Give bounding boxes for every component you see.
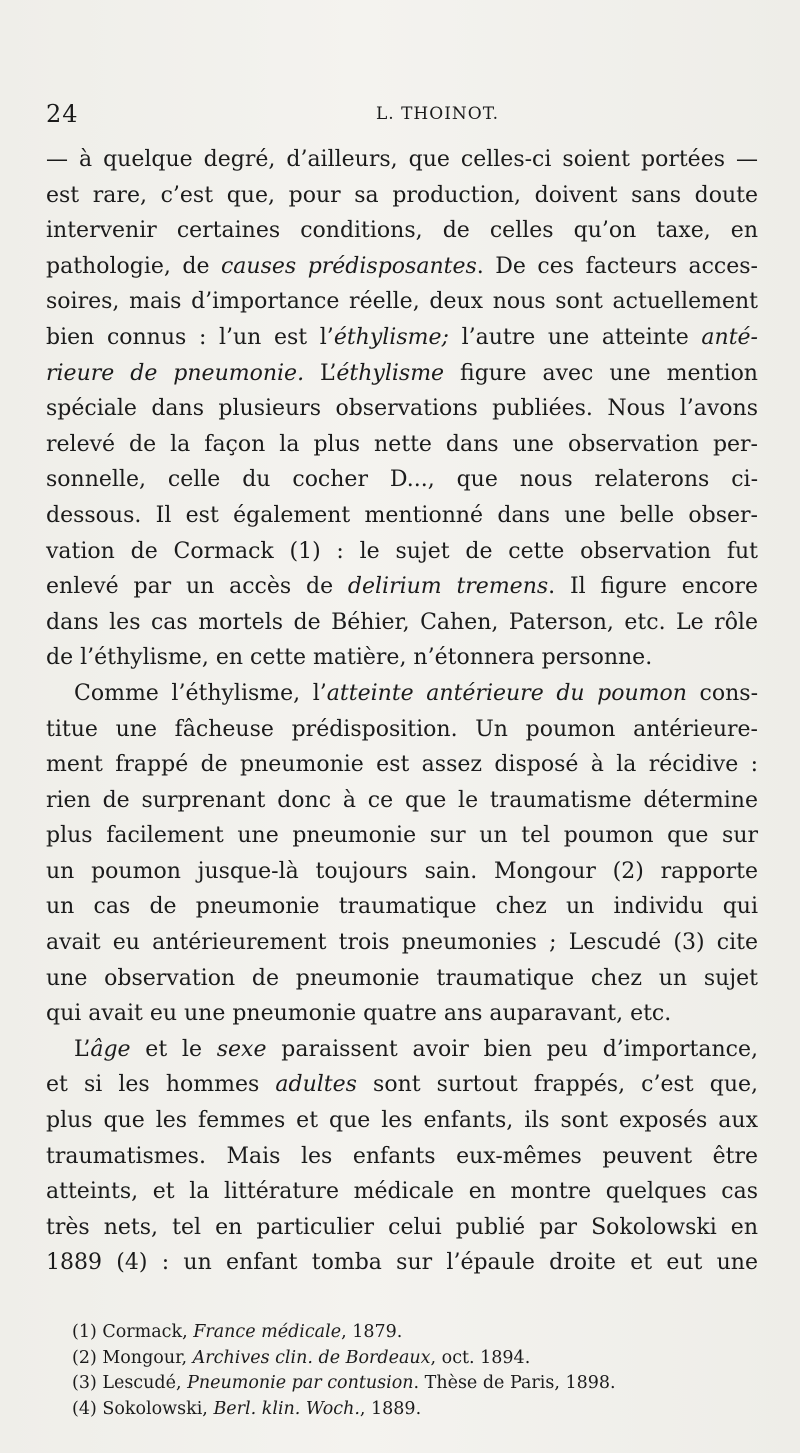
text-line <box>46 1067 758 1103</box>
text-run: cons- <box>686 680 759 706</box>
text-run: titue une fâcheuse prédisposition. Un poumon antérieure- <box>46 716 758 742</box>
text-run: plus que les femmes et que les enfants, ils sont exposés aux <box>46 1108 758 1134</box>
italic-text: anté- <box>701 324 758 350</box>
text-line <box>46 284 758 320</box>
text-line <box>46 712 758 748</box>
footnote <box>72 1397 712 1423</box>
italic-text: France médicale <box>193 1322 342 1342</box>
text-run: sonnelle, celle du cocher D..., que nous relaterons ci- <box>46 467 758 493</box>
text-run: avait eu antérieurement trois pneumonies ; Lescudé (3) cite <box>46 930 758 956</box>
body-text <box>46 142 758 1281</box>
running-head: L. THOINOT. <box>376 104 499 124</box>
text-run: relevé de la façon la plus nette dans une observation per- <box>46 431 758 457</box>
text-run: ment frappé de pneumonie est assez disposé à la récidive : <box>46 752 758 778</box>
text-line <box>46 1139 758 1175</box>
footnote <box>72 1320 712 1346</box>
text-line <box>46 142 758 178</box>
text-run: enlevé par un accès de <box>46 574 348 600</box>
text-line <box>46 498 758 534</box>
text-run: sont surtout frappés, c’est que, <box>356 1072 759 1098</box>
text-run: l’autre une atteinte <box>448 324 702 350</box>
text-run: très nets, tel en particulier celui publié par Sokolowski en <box>46 1214 758 1240</box>
italic-text: Pneumonie par contusion <box>187 1373 414 1393</box>
text-run: spéciale dans plusieurs observations publiées. Nous l’avons <box>46 396 758 422</box>
text-run: est rare, c’est que, pour sa production, doivent sans doute <box>46 182 758 208</box>
italic-text: éthylisme; <box>333 324 449 350</box>
text-run: paraissent avoir bien peu d’importance, <box>266 1036 758 1062</box>
text-line <box>46 569 758 605</box>
text-run: , 1879. <box>341 1322 403 1342</box>
text-line <box>46 534 758 570</box>
text-run: dans les cas mortels de Béhier, Cahen, Paterson, etc. Le rôle <box>46 609 758 635</box>
italic-text: Berl. klin. Woch. <box>213 1398 360 1419</box>
text-line <box>46 961 758 997</box>
text-line <box>46 1174 758 1210</box>
text-line <box>46 356 758 392</box>
text-line <box>46 925 758 961</box>
text-line <box>46 427 758 463</box>
text-line <box>46 391 758 427</box>
italic-text: causes prédisposantes <box>220 253 477 279</box>
text-run: de l’éthylisme, en cette matière, n’étonnera personne. <box>46 645 653 671</box>
italic-text: sexe <box>216 1036 267 1062</box>
text-run: qui avait eu une pneumonie quatre ans auparavant, etc. <box>46 1001 672 1027</box>
italic-text: âge <box>90 1036 131 1062</box>
footnotes <box>72 1320 712 1422</box>
text-line <box>46 1032 758 1068</box>
text-run: (4) Sokolowski, <box>72 1398 214 1419</box>
text-line <box>46 783 758 819</box>
text-line <box>46 676 758 712</box>
text-run: une observation de pneumonie traumatique chez un sujet <box>46 965 758 991</box>
text-run: L’ <box>304 360 337 386</box>
text-line <box>46 320 758 356</box>
footnote <box>72 1371 712 1397</box>
text-run: L’ <box>74 1036 91 1062</box>
text-run: (2) Mongour, <box>72 1347 193 1368</box>
text-line <box>46 640 758 676</box>
text-run: . De ces facteurs acces- <box>476 253 758 279</box>
italic-text: delirium tremens <box>347 574 549 600</box>
text-run: plus facilement une pneumonie sur un tel poumon que sur <box>46 823 758 849</box>
text-run: atteints, et la littérature médicale en montre quelques cas <box>46 1179 758 1205</box>
text-run: dessous. Il est également mentionné dans une belle obser- <box>46 502 758 528</box>
text-run: 1889 (4) : un enfant tomba sur l’épaule droite et eut une <box>46 1250 758 1276</box>
italic-text: atteinte antérieure du poumon <box>326 680 687 706</box>
text-run: (1) Cormack, <box>72 1322 194 1342</box>
text-run: , oct. 1894. <box>430 1347 531 1368</box>
text-run: — à quelque degré, d’ailleurs, que celles-ci soient portées — <box>46 147 758 172</box>
text-run: soires, mais d’importance réelle, deux nous sont actuellement <box>46 289 758 315</box>
text-run: . Thèse de Paris, 1898. <box>413 1373 616 1393</box>
text-run: (3) Lescudé, <box>72 1373 188 1393</box>
italic-text: éthylisme <box>336 360 445 386</box>
footnote <box>72 1346 712 1372</box>
text-run: et le <box>130 1036 217 1062</box>
text-run: un cas de pneumonie traumatique chez un individu qui <box>46 894 758 920</box>
text-run: bien connus : l’un est l’ <box>46 324 334 350</box>
text-run: . Il figure encore <box>548 574 759 600</box>
italic-text: Archives clin. de Bordeaux <box>192 1347 431 1368</box>
text-run: et si les hommes <box>46 1072 276 1098</box>
text-run: intervenir certaines conditions, de celles qu’on taxe, en <box>46 218 758 244</box>
text-line <box>46 605 758 641</box>
text-line <box>46 1245 758 1281</box>
text-run: un poumon jusque-là toujours sain. Mongour (2) rapporte <box>46 858 758 884</box>
text-run: traumatismes. Mais les enfants eux-mêmes peuvent être <box>46 1143 758 1169</box>
text-line <box>46 818 758 854</box>
page-header <box>46 100 758 130</box>
text-line <box>46 889 758 925</box>
text-run: , 1889. <box>359 1398 422 1419</box>
text-run: figure avec une mention <box>444 360 758 386</box>
italic-text: adultes <box>275 1072 357 1098</box>
page-number: 24 <box>46 100 79 128</box>
text-line <box>46 996 758 1032</box>
text-line <box>46 249 758 285</box>
text-line <box>46 462 758 498</box>
text-run: Comme l’éthylisme, l’ <box>74 680 327 706</box>
text-run: pathologie, de <box>46 253 221 279</box>
text-line <box>46 213 758 249</box>
text-line <box>46 178 758 214</box>
text-line <box>46 854 758 890</box>
italic-text: rieure de pneumonie. <box>46 360 305 386</box>
text-run: rien de surprenant donc à ce que le traumatisme détermine <box>46 787 758 813</box>
text-line <box>46 1210 758 1246</box>
text-line <box>46 747 758 783</box>
text-line <box>46 1103 758 1139</box>
text-run: vation de Cormack (1) : le sujet de cette observation fut <box>46 538 758 564</box>
